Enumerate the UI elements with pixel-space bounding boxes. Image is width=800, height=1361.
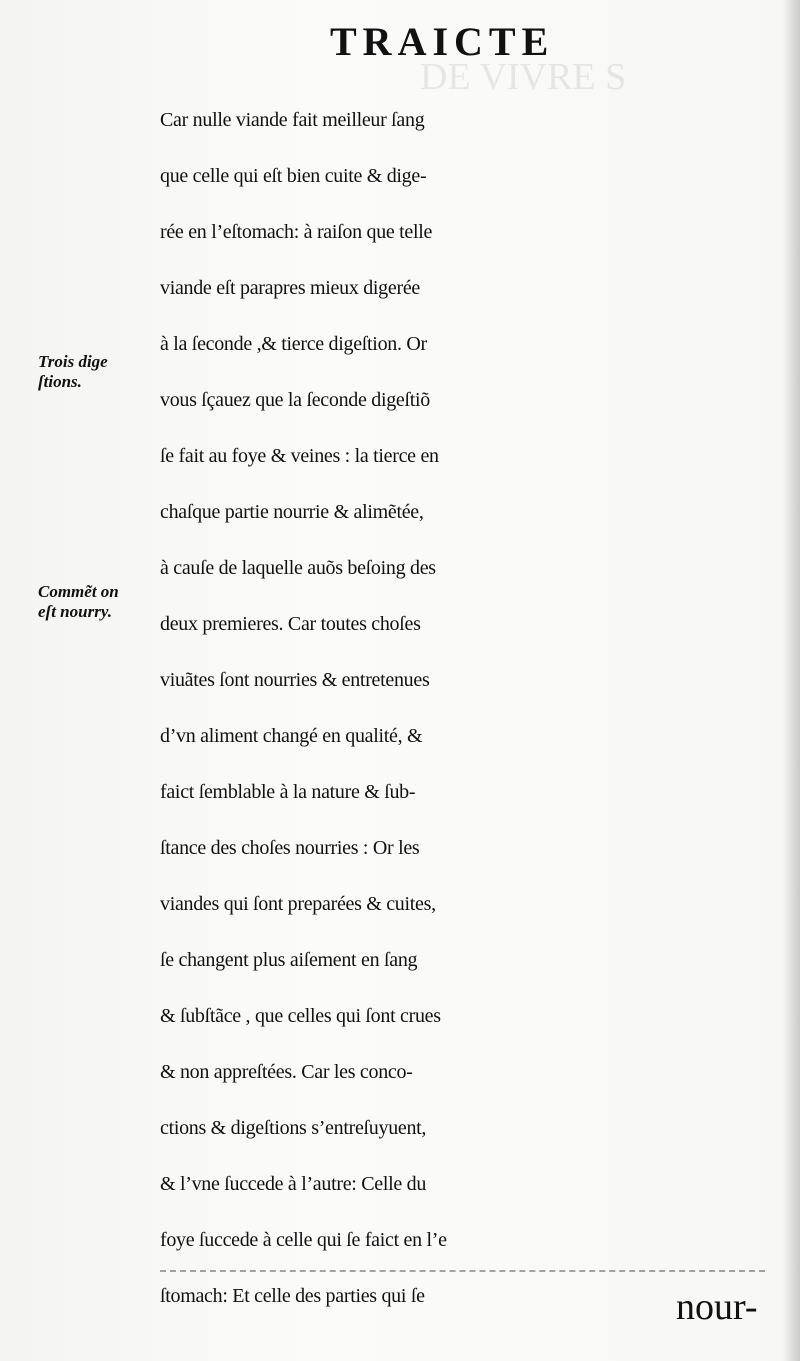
margin-note-line: ſtions. — [38, 372, 82, 391]
text-line: Car nulle viande fait meilleur ſang — [160, 109, 425, 131]
margin-note-line: eſt nourry. — [38, 602, 112, 621]
running-header: TRAICTE — [330, 19, 555, 64]
text-line: ctions & digeſtions s’entreſuyuent, — [160, 1117, 427, 1139]
text-line: & non appreſtées. Car les conco- — [160, 1061, 413, 1083]
text-line: chaſque partie nourrie & alimẽtée, — [160, 501, 424, 523]
text-line: viande eſt parapres mieux digerée — [160, 277, 420, 299]
text-line: ſtance des choſes nourries : Or les — [160, 837, 420, 859]
text-line: d’vn aliment changé en qualité, & — [160, 725, 423, 747]
text-line: à cauſe de laquelle auõs beſoing des — [160, 557, 436, 579]
text-line: à la ſeconde ,& tierce digeſtion. Or — [160, 333, 427, 355]
bleed-through-text: DE VIVRE S — [420, 56, 627, 98]
text-line: ſtomach: Et celle des parties qui ſe — [160, 1285, 425, 1307]
text-line: viuãtes ſont nourries & entretenues — [160, 669, 430, 691]
bottom-rule — [160, 1270, 765, 1272]
text-line: ſe fait au foye & veines : la tierce en — [160, 445, 439, 467]
margin-note-digestions — [38, 352, 156, 392]
margin-note-line: Trois dige — [38, 352, 108, 371]
margin-note-nourishment — [38, 582, 156, 622]
text-line: que celle qui eſt bien cuite & dige- — [160, 165, 427, 187]
text-line: deux premieres. Car toutes choſes — [160, 613, 421, 635]
text-line: foye ſuccede à celle qui ſe faict en l’e — [160, 1229, 447, 1251]
text-line: & ſubſtãce , que celles qui ſont crues — [160, 1005, 441, 1027]
margin-note-line: Commẽt on — [38, 582, 119, 601]
page-spine-shadow — [782, 0, 800, 1361]
text-line: rée en l’eſtomach: à raiſon que telle — [160, 221, 433, 243]
body-text — [160, 92, 780, 1324]
catchword: nour- — [676, 1286, 758, 1328]
text-line: ſe changent plus aiſement en ſang — [160, 949, 418, 971]
text-line: vous ſçauez que la ſeconde digeſtiõ — [160, 389, 430, 411]
text-line: viandes qui ſont preparées & cuites, — [160, 893, 436, 915]
text-line: faict ſemblable à la nature & ſub- — [160, 781, 416, 803]
text-line: & l’vne ſuccede à l’autre: Celle du — [160, 1173, 427, 1195]
